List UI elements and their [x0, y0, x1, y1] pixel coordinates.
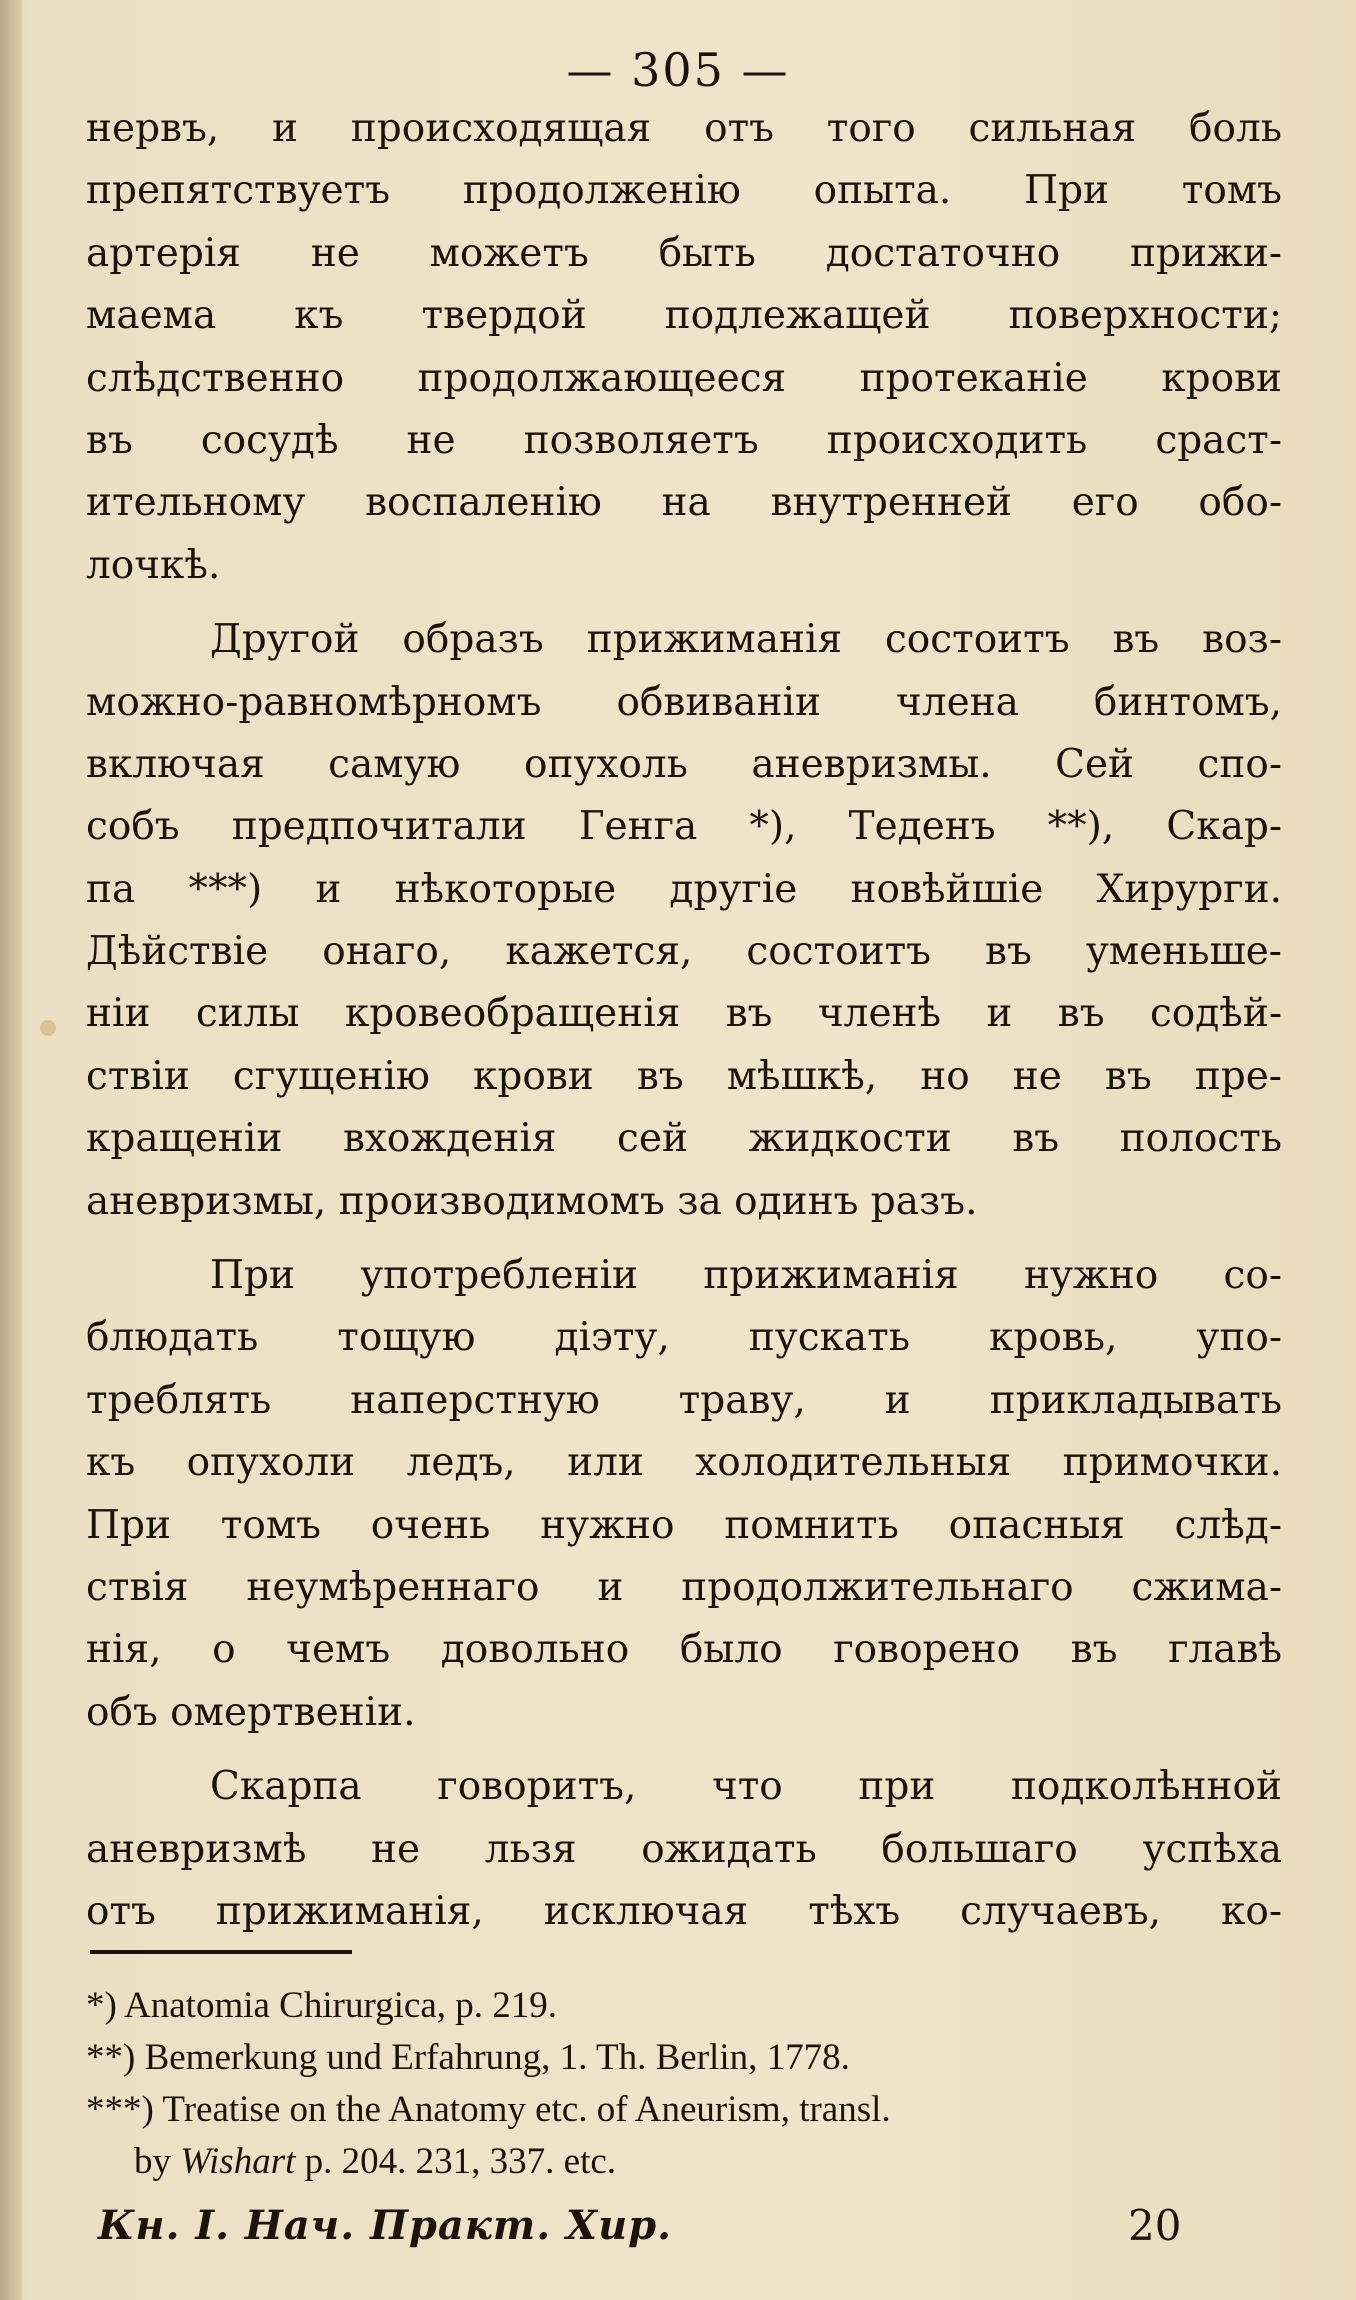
footnote-2: **) Bemerkung und Erfahrung, 1. Th. Berlin, 1778. [86, 2037, 850, 2078]
text-line: въ сосудѣ не позволяетъ происходить сраст- [86, 417, 1282, 463]
text-line: можно-равномѣрномъ обвиваніи члена бинтомъ, [86, 679, 1282, 725]
text-line: нервъ, и происходящая отъ того сильная боль [86, 106, 1282, 151]
text-line: объ омертвеніи. [86, 1689, 416, 1735]
paragraph-gap [86, 1744, 1282, 1756]
text-line: аневризмы, производимомъ за одинъ разъ. [86, 1178, 978, 1224]
text-line: слѣдственно продолжающееся протеканіе крови [86, 355, 1282, 401]
text-line: отъ прижиманія, исключая тѣхъ случаевъ, ко- [86, 1888, 1282, 1934]
text-line: При томъ очень нужно помнить опасныя слѣд- [86, 1502, 1282, 1548]
text-line: блюдать тощую діэту, пускать кровь, упо- [86, 1315, 1282, 1361]
footnote-3-pages: p. 204. 231, 337. etc. [304, 2141, 617, 2182]
text-line: При употребленіи прижиманія нужно со- [210, 1253, 1282, 1299]
paragraph-gap [86, 1233, 1282, 1245]
body-text [86, 98, 1282, 1943]
text-line: ительному воспаленію на внутренней его обо- [86, 480, 1282, 526]
text-line: маема къ твердой подлежащей поверхности; [86, 293, 1282, 339]
text-line: нія, о чемъ довольно было говорено въ главѣ [86, 1627, 1282, 1673]
text-line: артерія не можетъ быть достаточно прижи- [86, 230, 1282, 276]
text-line: ніи силы кровеобращенія въ членѣ и въ содѣй- [86, 991, 1282, 1037]
signature-number: 20 [1128, 2201, 1182, 2250]
text-line: треблять наперстную траву, и прикладывать [86, 1377, 1282, 1423]
text-line: Другой образъ прижиманія состоитъ въ воз- [210, 617, 1282, 663]
text-line: Дѣйствіе онаго, кажется, состоитъ въ уменьше- [86, 929, 1282, 975]
footnote-3-by: by [134, 2141, 171, 2182]
text-line: препятствуетъ продолженію опыта. При томъ [86, 168, 1282, 214]
text-line: къ опухоли ледъ, или холодительныя примочки. [86, 1440, 1282, 1486]
text-line: кращеніи вхожденія сей жидкости въ полость [86, 1116, 1282, 1162]
paragraph-gap [86, 597, 1282, 609]
text-line: ствіи сгущенію крови въ мѣшкѣ, но не въ пре- [86, 1053, 1282, 1099]
footnote-3: ***) Treatise on the Anatomy etc. of Aneurism, transl. [86, 2089, 891, 2130]
text-line: па ***) и нѣкоторые другіе новѣйшіе Хирурги. [86, 866, 1282, 912]
text-line: аневризмѣ не льзя ожидать большаго успѣха [86, 1826, 1282, 1872]
paper-stain [40, 1020, 56, 1036]
footnote-rule [90, 1950, 352, 1954]
footnote-1: *) Anatomia Chirurgica, p. 219. [86, 1985, 557, 2026]
text-line: собъ предпочитали Генга *), Теденъ **), Скар- [86, 804, 1282, 850]
footnotes [86, 1980, 1296, 2188]
footnote-3-continuation [86, 2136, 1296, 2188]
signature-mark: Кн. I. Нач. Практ. Хир. [98, 2202, 673, 2249]
text-line: ствія неумѣреннаго и продолжительнаго сжима- [86, 1564, 1282, 1610]
text-line: включая самую опухоль аневризмы. Сей спо- [86, 741, 1282, 787]
footnote-3-translator: Wishart [180, 2141, 296, 2182]
text-line: лочкѣ. [86, 542, 221, 588]
running-head-page-number: — 305 — [566, 43, 790, 97]
text-line: Скарпа говоритъ, что при подколѣнной [210, 1764, 1282, 1810]
page-gutter-shadow [0, 0, 22, 2300]
